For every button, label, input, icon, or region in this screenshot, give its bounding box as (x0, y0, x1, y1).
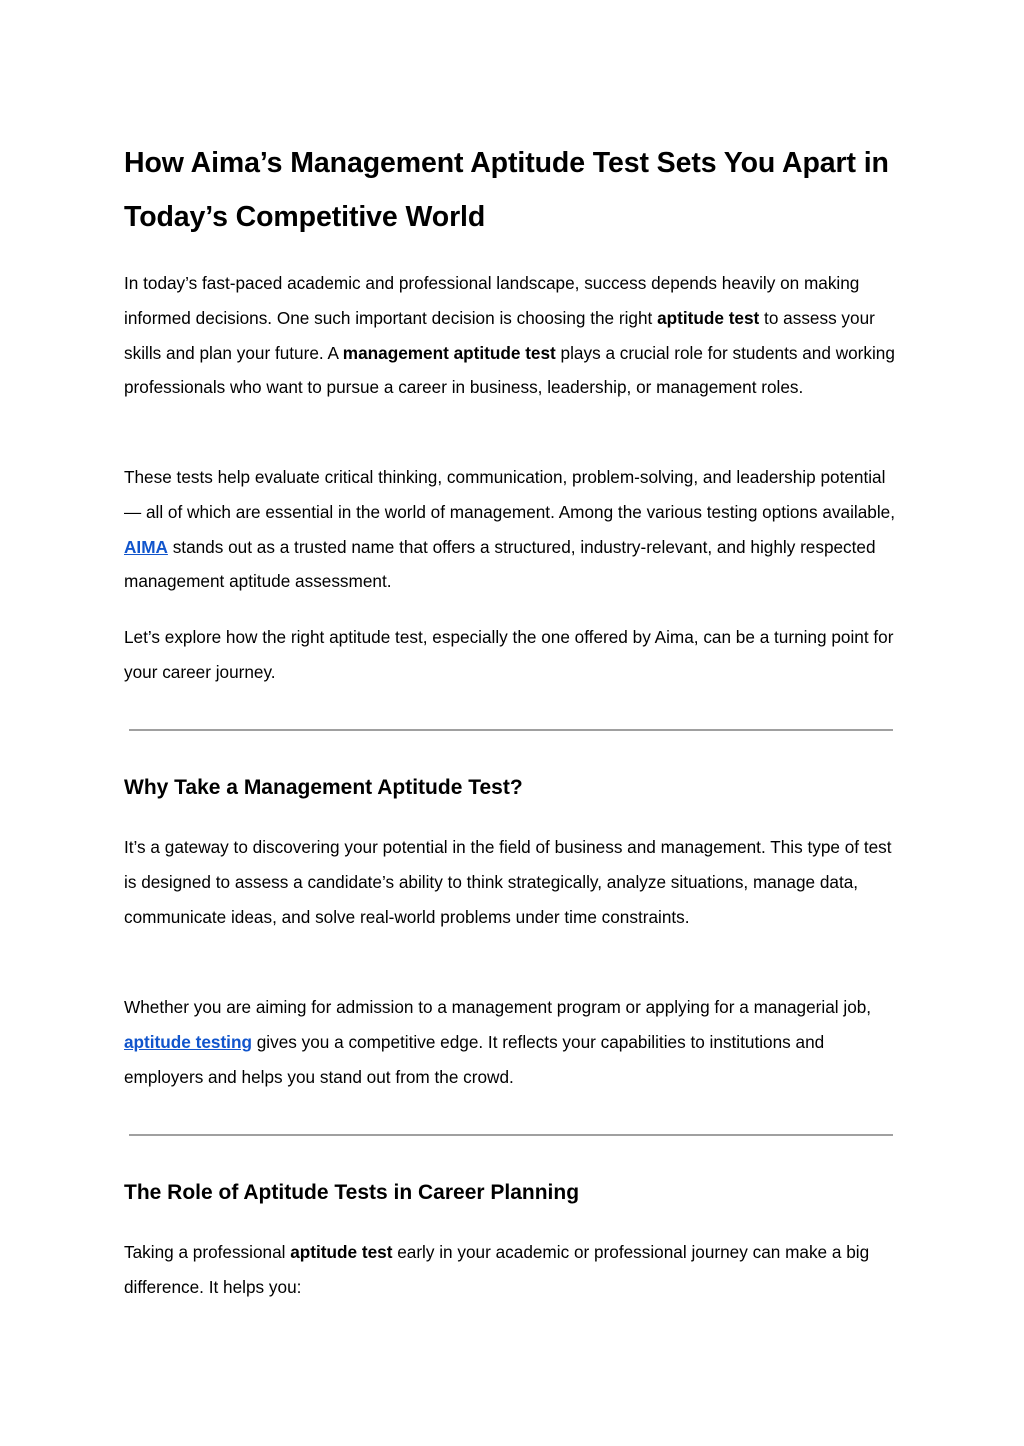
text-run: early in your academic or professional journey can make a big difference. It helps you: (124, 1242, 870, 1297)
document-title: How Aima’s Management Aptitude Test Sets You Apart in Today’s Competitive World (124, 147, 889, 233)
section1-paragraph-1: It’s a gateway to discovering your potential in the field of business and management. This type of test is designed to assess a candidate’s ability to think strategically, analyze situations, manage data, communicate ideas, and solve real-world problems under time constraints. (124, 837, 892, 927)
intro-paragraph-2 (124, 460, 904, 599)
text-run: Whether you are aiming for admission to a management program or applying for a managerial job, (124, 997, 872, 1017)
bold-term-aptitude-test: aptitude test (657, 307, 760, 328)
text-run: plays a crucial role for students and working professionals who want to pursue a career in business, leadership, or management roles. (124, 342, 895, 398)
text-run: These tests help evaluate critical thinking, communication, problem-solving, and leadership potential — all of which are essential in the world of management. Among the various testing options available, (124, 467, 896, 522)
intro-paragraph-3: Let’s explore how the right aptitude test, especially the one offered by Aima, can be a turning point for your career journey. (124, 627, 894, 682)
text-run: Taking a professional (124, 1242, 291, 1262)
aima-link[interactable]: AIMA (124, 536, 168, 557)
bold-term-aptitude-test: aptitude test (290, 1242, 393, 1262)
horizontal-divider (129, 729, 893, 731)
section1-paragraph-2 (124, 990, 904, 1094)
horizontal-divider (129, 1134, 893, 1136)
section2-paragraph-1 (124, 1235, 904, 1305)
section-heading-why-take: Why Take a Management Aptitude Test? (124, 776, 523, 799)
bold-term-management-aptitude-test: management aptitude test (342, 342, 556, 363)
aptitude-testing-link[interactable]: aptitude testing (124, 1031, 252, 1052)
text-run: gives you a competitive edge. It reflects your capabilities to institutions and employers and helps you stand out from the crowd. (124, 1031, 825, 1087)
text-run: In today’s fast-paced academic and professional landscape, success depends heavily on making informed decisions. One such important decision is choosing the right (124, 273, 860, 328)
text-run: to assess your skills and plan your future. A (124, 307, 875, 363)
section-heading-role-of-aptitude-tests: The Role of Aptitude Tests in Career Planning (124, 1181, 580, 1204)
text-run: stands out as a trusted name that offers a structured, industry-relevant, and highly respected management aptitude assessment. (124, 536, 876, 592)
intro-paragraph-1 (124, 266, 904, 405)
